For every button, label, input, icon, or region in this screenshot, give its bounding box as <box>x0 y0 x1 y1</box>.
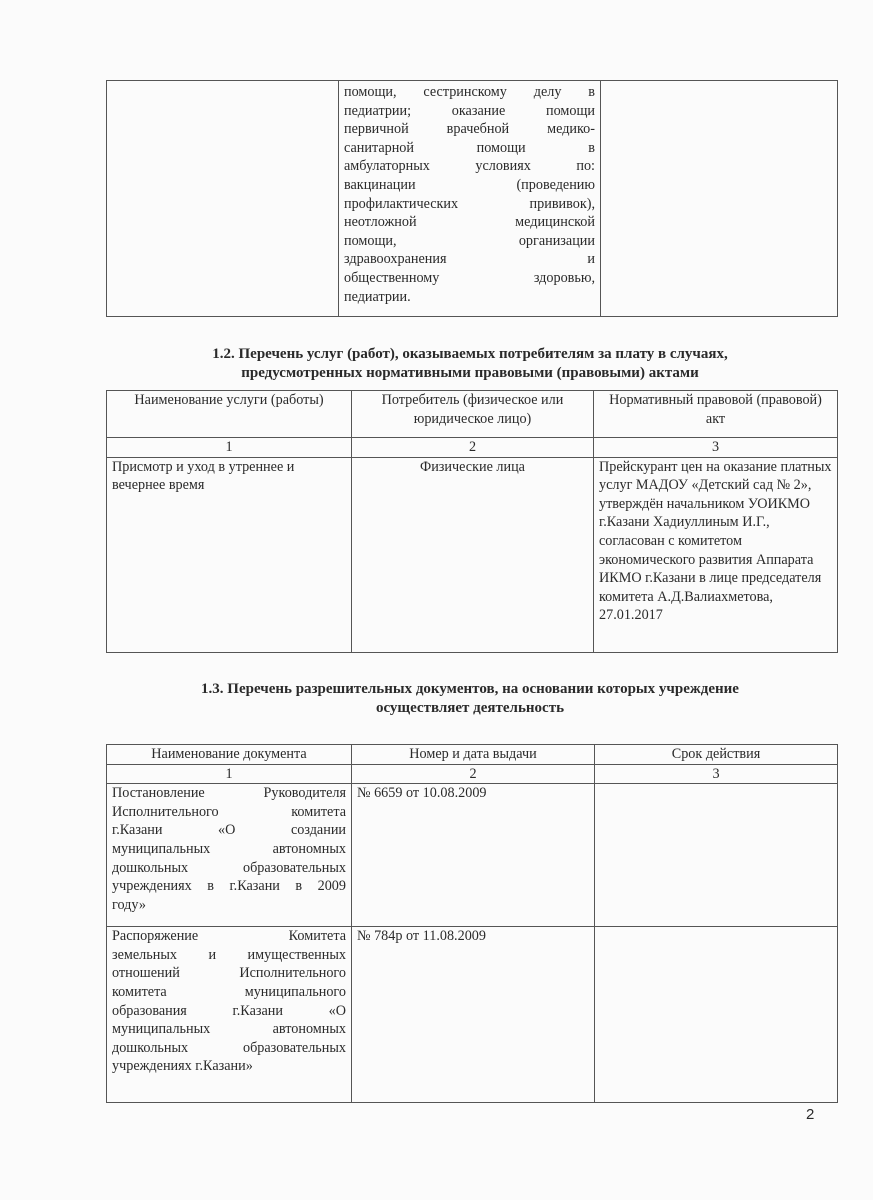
text-line: помощи, организации <box>344 232 595 249</box>
header-service: Наименование услуги (работы) <box>107 391 352 438</box>
text-line: комитета муниципального <box>112 983 346 1000</box>
paid-services-table <box>106 390 838 653</box>
act-cell: Прейскурант цен на оказание платных услуг МАДОУ «Детский сад № 2», утверждён начальником УОИКМО г.Казани Хадиуллиным И.Г., согласован с комитетом экономического развития Аппарата ИКМО г.Казани в лице председателя комитета А.Д.Валиахметова, 27.01.2017 <box>594 457 838 652</box>
text-line: образования г.Казани «О <box>112 1002 346 1019</box>
header-number-date: Номер и дата выдачи <box>352 745 595 765</box>
text-line: г.Казани «О создании <box>112 822 346 839</box>
text-line: здравоохранения и <box>344 251 595 268</box>
text-line: первичной врачебной медико- <box>344 121 595 138</box>
column-number: 1 <box>107 438 352 458</box>
text-line: педиатрии. <box>344 288 411 305</box>
number-date-cell: № 784р от 11.08.2009 <box>352 927 595 1103</box>
empty-cell <box>601 81 838 317</box>
header-term: Срок действия <box>595 745 838 765</box>
text-line: дошкольных образовательных <box>112 1039 346 1056</box>
service-cell: Присмотр и уход в утреннее и вечернее время <box>107 457 352 652</box>
column-number: 3 <box>595 764 838 784</box>
number-date-cell: № 6659 от 10.08.2009 <box>352 784 595 927</box>
text-line: санитарной помощи в <box>344 139 595 156</box>
text-line: муниципальных автономных <box>112 840 346 857</box>
continued-table <box>106 80 838 317</box>
header-act: Нормативный правовой (правовой) акт <box>594 391 838 438</box>
text-line: учреждениях в г.Казани в 2009 <box>112 878 346 895</box>
text-line: Распоряжение Комитета <box>112 928 346 945</box>
activity-cell <box>339 81 601 317</box>
section-1-3-title <box>100 680 840 718</box>
section-1-2-title <box>100 345 840 383</box>
title-line: 1.2. Перечень услуг (работ), оказываемых потребителям за плату в случаях, <box>212 346 728 362</box>
header-consumer: Потребитель (физическое или юридическое лицо) <box>352 391 594 438</box>
table-row <box>107 784 838 927</box>
text-line: педиатрии; оказание помощи <box>344 102 595 119</box>
text-line: вакцинации (проведению <box>344 176 595 193</box>
text-line: неотложной медицинской <box>344 214 595 231</box>
text-line: профилактических прививок), <box>344 195 595 212</box>
title-line: предусмотренных нормативными правовыми (правовыми) актами <box>241 365 699 381</box>
column-number: 1 <box>107 764 352 784</box>
column-number: 2 <box>352 438 594 458</box>
permits-table <box>106 744 838 1103</box>
text-line: муниципальных автономных <box>112 1021 346 1038</box>
text-line: помощи, сестринскому делу в <box>344 84 595 100</box>
text-line: амбулаторных условиях по: <box>344 158 595 175</box>
column-number: 2 <box>352 764 595 784</box>
document-cell <box>107 784 352 927</box>
document-cell <box>107 927 352 1103</box>
page-number: 2 <box>806 1106 815 1123</box>
column-number: 3 <box>594 438 838 458</box>
text-line: общественному здоровью, <box>344 269 595 286</box>
text-line: земельных и имущественных <box>112 946 346 963</box>
header-document: Наименование документа <box>107 745 352 765</box>
term-cell <box>595 927 838 1103</box>
title-line: 1.3. Перечень разрешительных документов, на основании которых учреждение <box>201 681 739 697</box>
text-line: Постановление Руководителя <box>112 785 346 802</box>
text-line: отношений Исполнительного <box>112 965 346 982</box>
table-row <box>107 927 838 1103</box>
consumer-cell: Физические лица <box>352 457 594 652</box>
empty-cell <box>107 81 339 317</box>
title-line: осуществляет деятельность <box>375 700 565 716</box>
text-line: учреждениях г.Казани» <box>112 1058 253 1075</box>
text-line: дошкольных образовательных <box>112 859 346 876</box>
text-line: Исполнительного комитета <box>112 803 346 820</box>
term-cell <box>595 784 838 927</box>
text-line: году» <box>112 896 146 913</box>
